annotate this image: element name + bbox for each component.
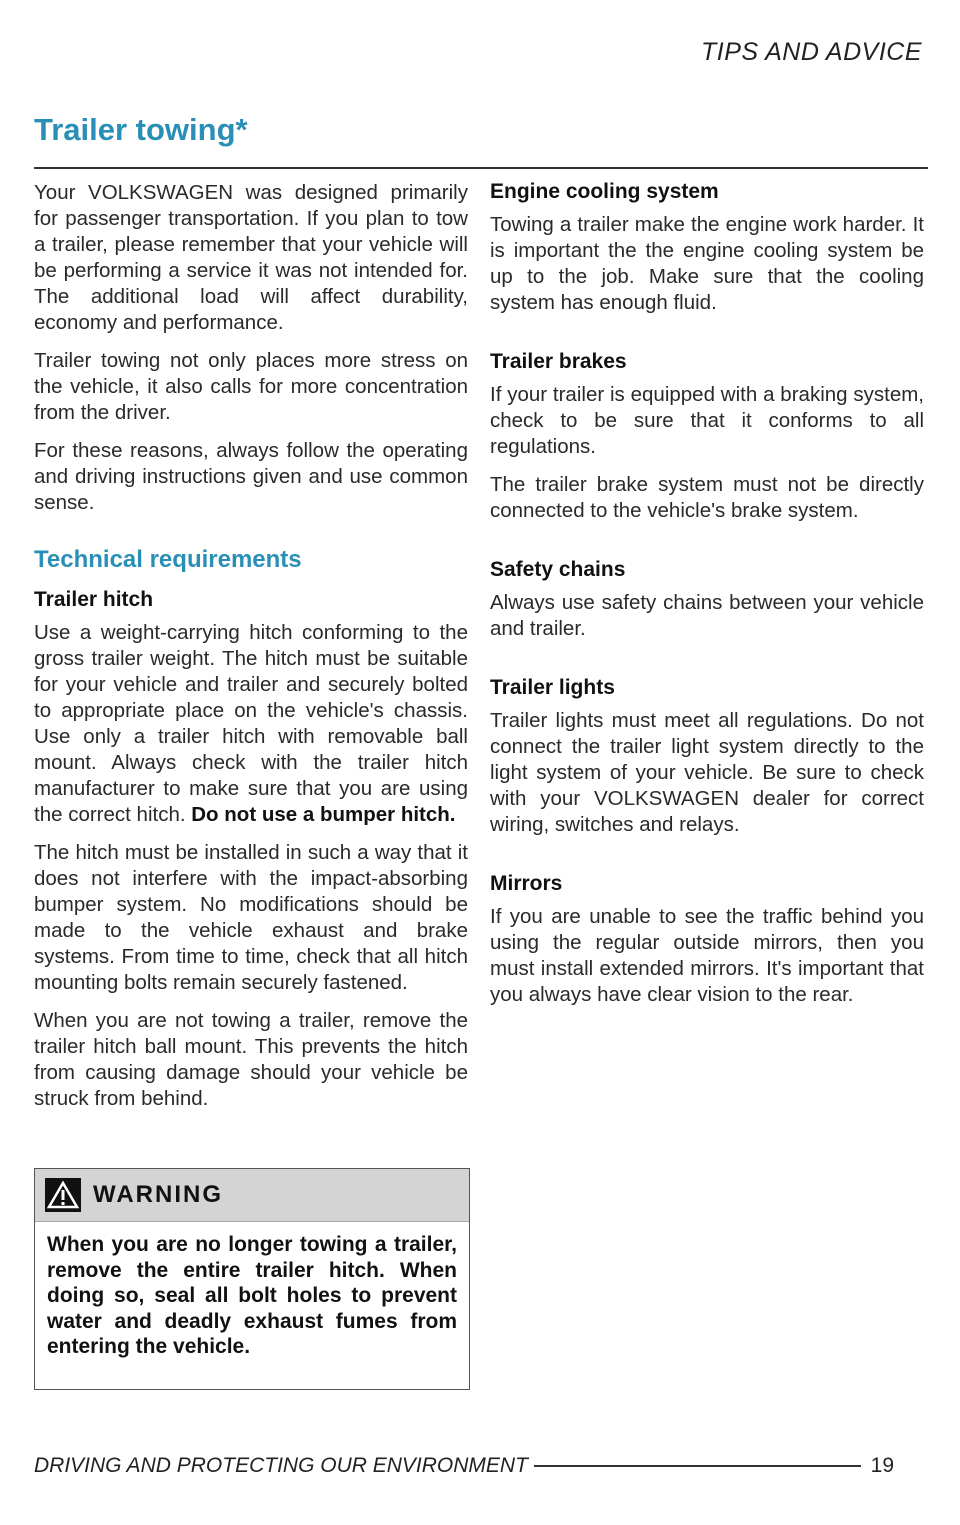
title-divider [34, 167, 928, 169]
trailer-hitch-text: Use a weight-carrying hitch conforming to the gross trailer weight. The hitch must be suitable for your vehicle and trailer and securely bolted to appropriate place on the vehicle's chassis. Use only a trailer hitch with removable ball mount. Always check with the trailer hitch manufacturer to make sure that you are using the correct hitch. [34, 621, 468, 826]
warning-box [34, 1168, 470, 1390]
trailer-brakes-heading: Trailer brakes [490, 350, 627, 373]
warning-triangle-icon [45, 1178, 81, 1212]
hitch-remove-paragraph: When you are not towing a trailer, remove the trailer hitch ball mount. This prevents the hitch from causing damage should your vehicle be struck from behind. [34, 1009, 468, 1110]
trailer-lights-heading: Trailer lights [490, 676, 615, 699]
warning-header [35, 1169, 469, 1222]
intro-paragraph-1: Your VOLKSWAGEN was designed primarily for passenger transportation. If you plan to tow a trailer, please remember that your vehicle will be performing a service it was not intended for. The additional load will affect durability, economy and performance. [34, 181, 468, 334]
trailer-brakes-paragraph-2: The trailer brake system must not be directly connected to the vehicle's brake system. [490, 473, 924, 522]
safety-chains-paragraph: Always use safety chains between your vehicle and trailer. [490, 591, 924, 640]
section-header: TIPS AND ADVICE [701, 38, 922, 66]
trailer-hitch-paragraph [34, 620, 468, 828]
page-title: Trailer towing* [34, 112, 248, 147]
engine-cooling-paragraph: Towing a trailer make the engine work harder. It is important the the engine cooling system be up to the job. Make sure that the cooling system has enough fluid. [490, 213, 924, 314]
right-column [490, 180, 924, 1020]
footer-chapter: DRIVING AND PROTECTING OUR ENVIRONMENT [34, 1454, 528, 1477]
mirrors-paragraph: If you are unable to see the traffic behind you using the regular outside mirrors, then you must install extended mirrors. It's important that you always have clear vision to the rear. [490, 905, 924, 1006]
warning-text: When you are no longer towing a trailer, remove the entire trailer hitch. When doing so, seal all bolt holes to prevent water and deadly exhaust fumes from entering the vehicle. [47, 1233, 457, 1358]
trailer-hitch-heading: Trailer hitch [34, 588, 154, 611]
technical-requirements-heading: Technical requirements [34, 546, 302, 573]
page-number: 19 [870, 1454, 894, 1477]
trailer-brakes-paragraph-1: If your trailer is equipped with a braking system, check to be sure that it conforms to all regulations. [490, 383, 924, 458]
footer-divider [534, 1465, 861, 1467]
intro-paragraph-2: Trailer towing not only places more stress on the vehicle, it also calls for more concentration from the driver. [34, 349, 468, 424]
page-footer [34, 1450, 894, 1482]
trailer-lights-paragraph: Trailer lights must meet all regulations. Do not connect the trailer light system directly to the light system of your vehicle. Be sure to check with your VOLKSWAGEN dealer for correct wiring, switches and relays. [490, 709, 924, 836]
safety-chains-heading: Safety chains [490, 558, 626, 581]
bumper-hitch-notice: Do not use a bumper hitch. [191, 803, 456, 826]
engine-cooling-heading: Engine cooling system [490, 180, 719, 203]
left-column [34, 180, 468, 1124]
hitch-install-paragraph: The hitch must be installed in such a way that it does not interfere with the impact-absorbing bumper system. No modifications should be made to the vehicle exhaust and brake systems. From time to time, check that all hitch mounting bolts remain securely fastened. [34, 841, 468, 994]
mirrors-heading: Mirrors [490, 872, 563, 895]
warning-label: WARNING [93, 1181, 223, 1208]
intro-paragraph-3: For these reasons, always follow the operating and driving instructions given and use common sense. [34, 439, 468, 514]
